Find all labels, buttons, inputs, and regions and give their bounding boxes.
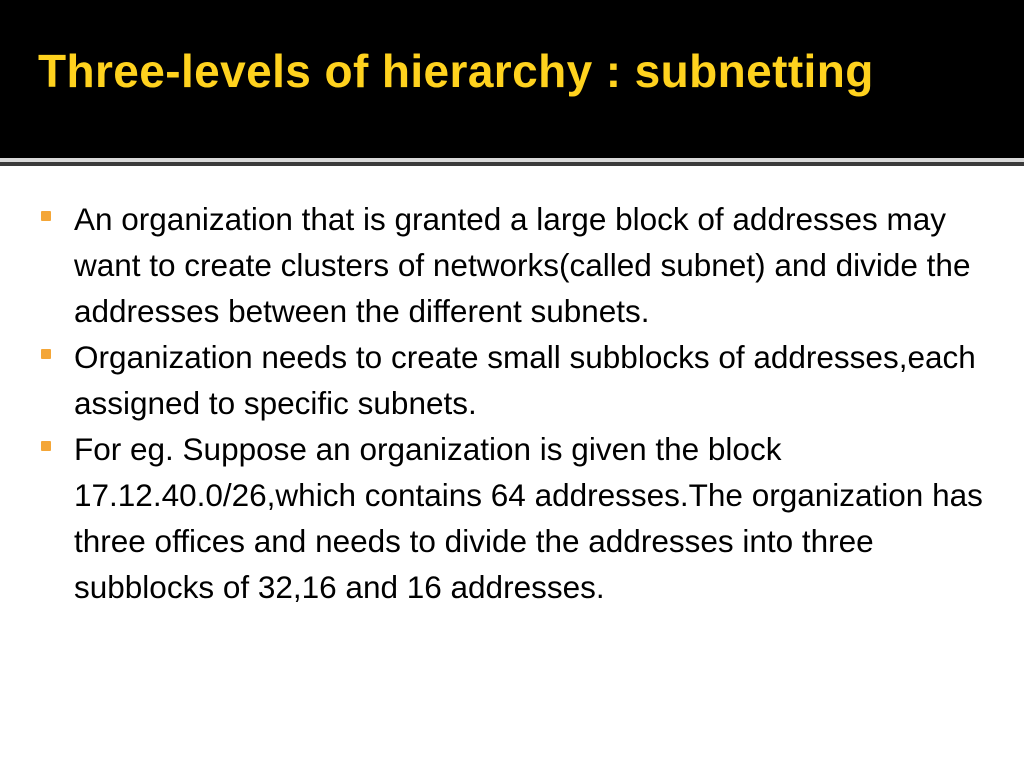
- bullet-text-2: Organization needs to create small subblocks of addresses,each assigned to specific subnets.: [74, 339, 976, 421]
- bullet-item-2: [38, 334, 998, 426]
- bullet-item-3: [38, 426, 998, 610]
- square-bullet-icon: [41, 349, 51, 359]
- slide-title: Three-levels of hierarchy : subnetting: [38, 45, 874, 97]
- square-bullet-icon: [41, 211, 51, 221]
- square-bullet-icon: [41, 441, 51, 451]
- bullet-list: [38, 196, 998, 610]
- bullet-text-3: For eg. Suppose an organization is given the block 17.12.40.0/26,which contains 64 addresses.The organization has three offices and needs to divide the addresses into three subblocks of 32,16 and 16 addresses.: [74, 431, 983, 605]
- title-bar: [0, 0, 1024, 158]
- bullet-item-1: [38, 196, 998, 334]
- bullet-text-1: An organization that is granted a large block of addresses may want to create clusters of networks(called subnet) and divide the addresses between the different subnets.: [74, 201, 971, 329]
